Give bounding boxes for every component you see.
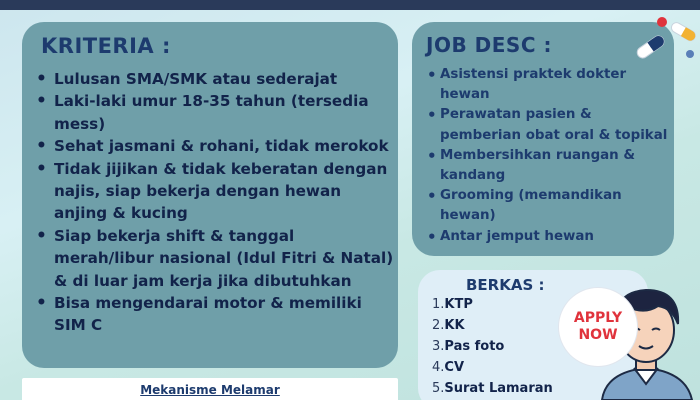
berkas-list (432, 294, 553, 399)
list-item: • Sehat jasmani & rohani, tidak merokok (32, 135, 394, 157)
top-bar (0, 0, 700, 10)
item-number: 1. (432, 297, 445, 312)
list-item: • Grooming (memandikan hewan) (424, 186, 668, 226)
berkas-title: BERKAS : (466, 276, 545, 294)
job-desc-list (424, 65, 668, 247)
list-item (432, 315, 553, 336)
item-number: 3. (432, 339, 445, 354)
item-number: 5. (432, 381, 445, 396)
item-number: 4. (432, 360, 445, 375)
item-label: KK (444, 318, 465, 333)
pills-icon (630, 10, 700, 62)
item-number: 2. (432, 318, 445, 333)
apply-label: APPLY (573, 310, 623, 326)
mekanisme-title: Mekanisme Melamar (140, 383, 280, 397)
now-label: NOW (578, 327, 618, 343)
list-item: • Tidak jijikan & tidak keberatan dengan najis, siap bekerja dengan hewan anjing & kucing (32, 158, 394, 225)
list-item: • Membersihkan ruangan & kandang (424, 146, 668, 186)
list-item (432, 294, 553, 315)
item-label: CV (444, 360, 465, 375)
job-desc-title: JOB DESC : (426, 33, 552, 57)
list-item: • Asistensi praktek dokter hewan (424, 65, 668, 105)
item-label: Pas foto (444, 339, 505, 354)
list-item: • Laki-laki umur 18-35 tahun (tersedia mess) (32, 90, 394, 135)
item-label: KTP (444, 297, 473, 312)
kriteria-title: KRITERIA : (41, 34, 171, 58)
mekanisme-section (22, 378, 398, 400)
apply-now-badge (559, 288, 637, 366)
list-item: • Siap bekerja shift & tanggal merah/libur nasional (Idul Fitri & Natal) & di luar jam kerja jika dibutuhkan (32, 225, 394, 292)
list-item: • Antar jemput hewan (424, 227, 668, 247)
list-item (432, 378, 553, 399)
list-item (432, 336, 553, 357)
list-item (432, 357, 553, 378)
list-item: • Lulusan SMA/SMK atau sederajat (32, 68, 394, 90)
item-label: Surat Lamaran (444, 381, 553, 396)
list-item: • Perawatan pasien & pemberian obat oral & topikal (424, 105, 668, 145)
kriteria-card (22, 22, 398, 368)
list-item: • Bisa mengendarai motor & memiliki SIM C (32, 292, 394, 337)
kriteria-list (32, 68, 394, 337)
